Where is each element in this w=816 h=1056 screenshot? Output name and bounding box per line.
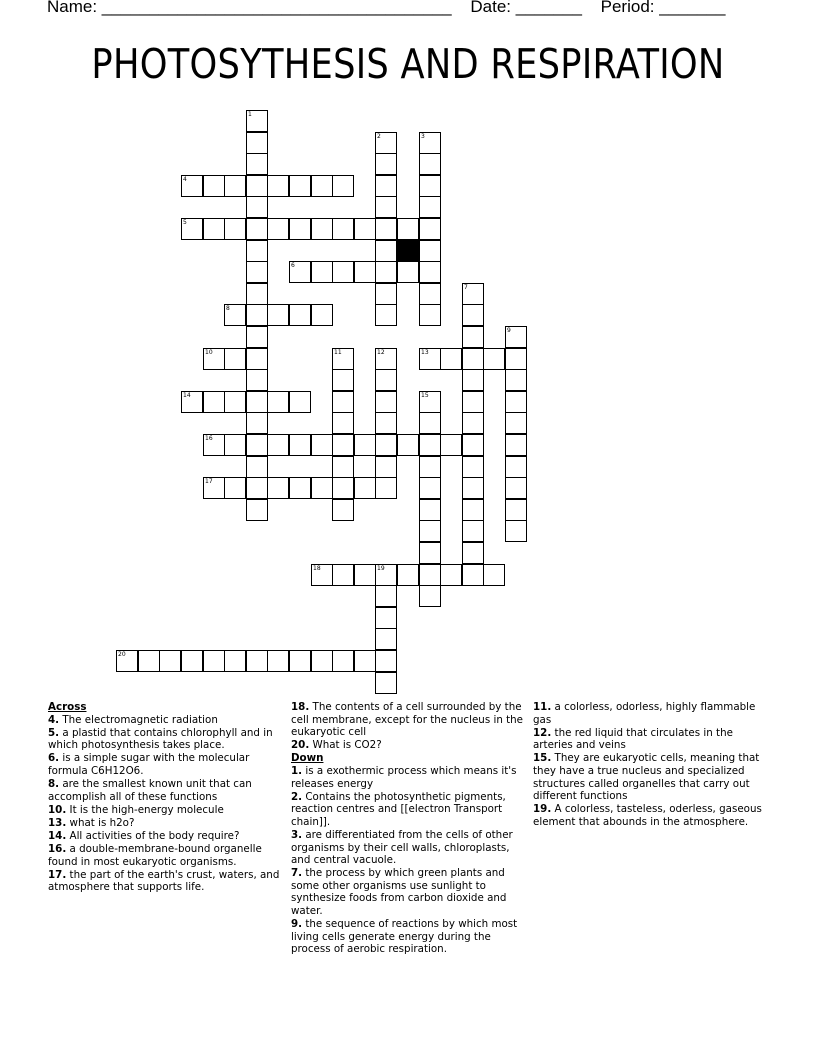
date-field[interactable]: Date: _______: [470, 0, 582, 16]
grid-cell[interactable]: [354, 434, 376, 456]
grid-cell[interactable]: [440, 348, 462, 370]
clue-across-10: 10. It is the high-energy molecule: [48, 803, 224, 816]
grid-cell[interactable]: [267, 650, 289, 672]
clue-number: 9: [507, 327, 511, 334]
grid-cell[interactable]: [375, 153, 397, 175]
grid-cell[interactable]: [203, 218, 225, 240]
grid-cell[interactable]: [505, 348, 527, 370]
grid-cell[interactable]: [267, 434, 289, 456]
grid-cell[interactable]: [311, 175, 333, 197]
grid-cell[interactable]: [419, 218, 441, 240]
grid-cell[interactable]: [332, 564, 354, 586]
grid-cell[interactable]: [246, 369, 268, 391]
clue-number: 4: [183, 176, 187, 183]
grid-cell[interactable]: [246, 304, 268, 326]
grid-cell[interactable]: [375, 585, 397, 607]
grid-cell[interactable]: [397, 434, 419, 456]
grid-cell[interactable]: [419, 585, 441, 607]
grid-cell[interactable]: [203, 434, 225, 456]
grid-cell[interactable]: [246, 196, 268, 218]
grid-cell[interactable]: [375, 283, 397, 305]
clues-column-1: [48, 701, 284, 894]
grid-cell[interactable]: [267, 175, 289, 197]
grid-cell[interactable]: [332, 391, 354, 413]
page-title: PHOTOSYTHESIS AND RESPIRATION: [91, 40, 725, 88]
grid-cell[interactable]: [246, 456, 268, 478]
clue-across-20: 20. What is CO2?: [291, 739, 382, 752]
grid-cell[interactable]: [397, 564, 419, 586]
grid-cell[interactable]: [332, 369, 354, 391]
clue-number: 15: [421, 392, 429, 399]
clue-down-11: 11. a colorless, odorless, highly flammable gas: [533, 701, 756, 726]
clue-number: 11: [334, 349, 342, 356]
grid-cell[interactable]: [375, 196, 397, 218]
grid-cell[interactable]: [419, 348, 441, 370]
clue-across-14: 14. All activities of the body require?: [48, 829, 240, 842]
grid-cell[interactable]: [505, 456, 527, 478]
grid-cell[interactable]: [462, 304, 484, 326]
grid-cell[interactable]: [375, 650, 397, 672]
grid-cell[interactable]: [246, 132, 268, 154]
grid-cell[interactable]: [462, 434, 484, 456]
grid-cell[interactable]: [246, 412, 268, 434]
grid-cell[interactable]: [462, 564, 484, 586]
grid-cell[interactable]: [419, 391, 441, 413]
grid-cell[interactable]: [419, 153, 441, 175]
clue-number: 20: [118, 651, 126, 658]
clue-number: 13: [421, 349, 429, 356]
grid-cell[interactable]: [419, 240, 441, 262]
grid-cell[interactable]: [224, 218, 246, 240]
grid-cell[interactable]: [267, 391, 289, 413]
clue-number: 6: [291, 262, 295, 269]
grid-cell[interactable]: [462, 520, 484, 542]
grid-cell[interactable]: [224, 175, 246, 197]
grid-cell[interactable]: [462, 499, 484, 521]
grid-cell[interactable]: [375, 175, 397, 197]
clue-down-7: 7. the process by which green plants and some other organisms use sunlight to synthesize foods from carbon dioxide and water.: [291, 867, 507, 917]
grid-cell[interactable]: [419, 520, 441, 542]
clue-number: 12: [377, 349, 385, 356]
grid-cell[interactable]: [246, 499, 268, 521]
grid-cell[interactable]: [289, 434, 311, 456]
grid-cell[interactable]: [419, 499, 441, 521]
grid-cell[interactable]: [505, 326, 527, 348]
grid-cell[interactable]: [224, 477, 246, 499]
grid-cell[interactable]: [505, 434, 527, 456]
grid-cell[interactable]: [375, 607, 397, 629]
clue-number: 3: [421, 133, 425, 140]
clue-down-19: 19. A colorless, tasteless, oderless, gaseous element that abounds in the atmosphere.: [533, 803, 762, 828]
grid-cell[interactable]: [354, 564, 376, 586]
grid-cell[interactable]: [203, 650, 225, 672]
grid-cell[interactable]: [203, 391, 225, 413]
clue-down-3: 3. are differentiated from the cells of other organisms by their cell walls, chloroplasts, and central vacuole.: [291, 828, 513, 867]
grid-cell[interactable]: [311, 477, 333, 499]
grid-cell[interactable]: [440, 434, 462, 456]
grid-cell[interactable]: [332, 650, 354, 672]
grid-cell[interactable]: [419, 132, 441, 154]
grid-cell[interactable]: [505, 391, 527, 413]
grid-cell[interactable]: [462, 412, 484, 434]
clue-down-12: 12. the red liquid that circulates in the arteries and veins: [533, 726, 733, 752]
grid-cell[interactable]: [419, 434, 441, 456]
grid-cell[interactable]: [311, 218, 333, 240]
grid-cell[interactable]: [375, 240, 397, 262]
grid-cell[interactable]: [354, 218, 376, 240]
grid-cell[interactable]: [224, 434, 246, 456]
grid-cell[interactable]: [462, 348, 484, 370]
grid-cell[interactable]: [419, 283, 441, 305]
clue-down-1: 1. is a exothermic process which means it's releases energy: [291, 764, 517, 790]
clue-number: 1: [248, 111, 252, 118]
clue-number: 18: [313, 565, 321, 572]
grid-cell[interactable]: [419, 175, 441, 197]
grid-cell[interactable]: [332, 412, 354, 434]
grid-cell[interactable]: [419, 412, 441, 434]
grid-cell[interactable]: [354, 261, 376, 283]
grid-cell[interactable]: [267, 304, 289, 326]
grid-cell[interactable]: [246, 261, 268, 283]
grid-cell[interactable]: [354, 477, 376, 499]
grid-cell[interactable]: [462, 542, 484, 564]
grid-cell[interactable]: [116, 650, 138, 672]
grid-cell[interactable]: [505, 520, 527, 542]
name-field[interactable]: Name: _____________________________________: [47, 0, 452, 16]
grid-cell[interactable]: [375, 304, 397, 326]
grid-cell[interactable]: [332, 434, 354, 456]
grid-cell[interactable]: [246, 218, 268, 240]
clue-down-9: 9. the sequence of reactions by which most living cells generate energy during the process of aerobic respiration.: [291, 918, 518, 956]
grid-cell[interactable]: [354, 650, 376, 672]
clue-number: 16: [205, 435, 213, 442]
grid-cell[interactable]: [246, 326, 268, 348]
grid-cell[interactable]: [375, 564, 397, 586]
grid-cell[interactable]: [375, 456, 397, 478]
grid-cell[interactable]: [375, 132, 397, 154]
grid-cell[interactable]: [246, 153, 268, 175]
grid-cell[interactable]: [311, 564, 333, 586]
grid-cell[interactable]: [203, 348, 225, 370]
grid-cell[interactable]: [181, 175, 203, 197]
grid-cell[interactable]: [246, 391, 268, 413]
grid-cell[interactable]: [181, 391, 203, 413]
grid-cell[interactable]: [246, 650, 268, 672]
grid-cell[interactable]: [397, 218, 419, 240]
grid-cell[interactable]: [311, 261, 333, 283]
clue-number: 7: [464, 284, 468, 291]
grid-cell[interactable]: [289, 477, 311, 499]
grid-cell[interactable]: [246, 477, 268, 499]
grid-cell[interactable]: [375, 412, 397, 434]
clue-across-18: 18. The contents of a cell surrounded by the cell membrane, except for the nucleus in the eukaryotic cell: [291, 701, 524, 739]
grid-cell[interactable]: [289, 175, 311, 197]
grid-cell[interactable]: [289, 218, 311, 240]
clue-down-15: 15. They are eukaryotic cells, meaning that they have a true nucleus and specialized structures called organelles that carry out different functions: [533, 752, 760, 803]
grid-cell[interactable]: [246, 240, 268, 262]
grid-cell[interactable]: [505, 369, 527, 391]
clue-across-13: 13. what is h2o?: [48, 816, 135, 829]
grid-cell[interactable]: [419, 564, 441, 586]
grid-cell[interactable]: [375, 391, 397, 413]
clue-number: 2: [377, 133, 381, 140]
period-field[interactable]: Period: _______: [600, 0, 726, 16]
clue-across-5: 5. a plastid that contains chlorophyll and in which photosynthesis takes place.: [48, 726, 273, 752]
clue-number: 5: [183, 219, 187, 226]
grid-cell[interactable]: [159, 650, 181, 672]
grid-cell[interactable]: [375, 348, 397, 370]
grid-cell[interactable]: [375, 434, 397, 456]
clue-number: 19: [377, 565, 385, 572]
grid-cell[interactable]: [138, 650, 160, 672]
grid-cell[interactable]: [419, 261, 441, 283]
grid-cell[interactable]: [246, 175, 268, 197]
grid-cell[interactable]: [224, 348, 246, 370]
clue-across-16: 16. a double-membrane-bound organelle found in most eukaryotic organisms.: [48, 843, 262, 868]
clue-number: 14: [183, 392, 191, 399]
grid-cell[interactable]: [224, 391, 246, 413]
clue-across-17: 17. the part of the earth's crust, waters, and atmosphere that supports life.: [48, 868, 280, 894]
grid-cell[interactable]: [267, 477, 289, 499]
grid-cell[interactable]: [332, 261, 354, 283]
grid-cell[interactable]: [440, 564, 462, 586]
grid-cell[interactable]: [267, 218, 289, 240]
grid-cell[interactable]: [289, 650, 311, 672]
grid-cell[interactable]: [203, 477, 225, 499]
across-heading: Across: [48, 701, 87, 713]
grid-cell[interactable]: [483, 348, 505, 370]
grid-cell[interactable]: [181, 218, 203, 240]
down-heading: Down: [291, 752, 324, 765]
grid-cell[interactable]: [375, 477, 397, 499]
clue-number: 8: [226, 305, 230, 312]
clue-across-4: 4. The electromagnetic radiation: [48, 713, 218, 726]
clue-across-8: 8. are the smallest known unit that can accomplish all of these functions: [48, 778, 252, 803]
grid-cell[interactable]: [203, 175, 225, 197]
clues-column-3: [533, 701, 767, 829]
grid-cell[interactable]: [289, 261, 311, 283]
grid-cell[interactable]: [462, 477, 484, 499]
grid-cell[interactable]: [181, 650, 203, 672]
grid-cell[interactable]: [375, 672, 397, 694]
grid-cell[interactable]: [462, 326, 484, 348]
grid-cell[interactable]: [224, 650, 246, 672]
grid-cell[interactable]: [419, 477, 441, 499]
grid-cell[interactable]: [375, 218, 397, 240]
grid-cell[interactable]: [505, 477, 527, 499]
grid-cell[interactable]: [289, 304, 311, 326]
grid-cell[interactable]: [332, 175, 354, 197]
grid-cell[interactable]: [462, 456, 484, 478]
clue-number: 10: [205, 349, 213, 356]
grid-cell[interactable]: [246, 434, 268, 456]
grid-cell[interactable]: [332, 218, 354, 240]
grid-cell[interactable]: [246, 283, 268, 305]
grid-cell[interactable]: [332, 499, 354, 521]
clue-across-6: 6. is a simple sugar with the molecular formula C6H12O6.: [48, 752, 250, 777]
grid-cell[interactable]: [419, 542, 441, 564]
grid-cell[interactable]: [375, 261, 397, 283]
black-square: [397, 240, 419, 262]
grid-cell[interactable]: [505, 499, 527, 521]
grid-cell[interactable]: [332, 477, 354, 499]
grid-cell[interactable]: [419, 196, 441, 218]
grid-cell[interactable]: [246, 348, 268, 370]
grid-cell[interactable]: [419, 456, 441, 478]
grid-cell[interactable]: [483, 564, 505, 586]
grid-cell[interactable]: [375, 628, 397, 650]
grid-cell[interactable]: [375, 369, 397, 391]
grid-cell[interactable]: [311, 650, 333, 672]
clue-number: 17: [205, 478, 213, 485]
grid-cell[interactable]: [311, 304, 333, 326]
grid-cell[interactable]: [332, 348, 354, 370]
grid-cell[interactable]: [224, 304, 246, 326]
grid-cell[interactable]: [289, 391, 311, 413]
grid-cell[interactable]: [462, 283, 484, 305]
grid-cell[interactable]: [462, 391, 484, 413]
grid-cell[interactable]: [246, 110, 268, 132]
grid-cell[interactable]: [505, 412, 527, 434]
grid-cell[interactable]: [311, 434, 333, 456]
clues-column-2: [291, 701, 525, 956]
clue-down-2: 2. Contains the photosynthetic pigments, reaction centres and [[electron Transport chain]].: [291, 790, 506, 828]
grid-cell[interactable]: [332, 456, 354, 478]
grid-cell[interactable]: [462, 369, 484, 391]
grid-cell[interactable]: [397, 261, 419, 283]
grid-cell[interactable]: [419, 304, 441, 326]
